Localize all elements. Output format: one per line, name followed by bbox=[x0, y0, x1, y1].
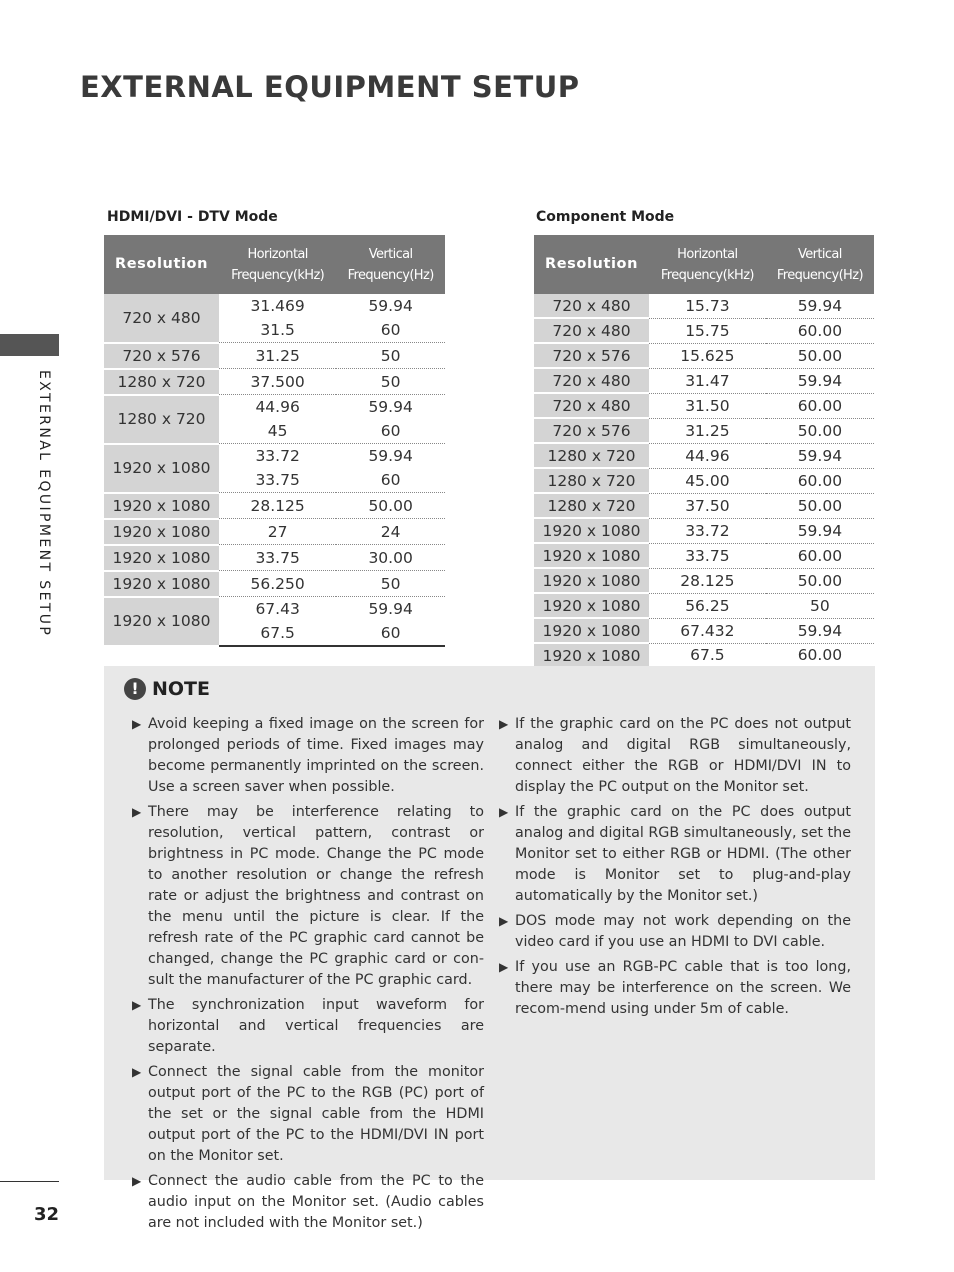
vertical-value: 60 bbox=[380, 422, 401, 440]
vertical-value: 59.94 bbox=[368, 447, 413, 465]
vertical-cell: 59.94 bbox=[766, 294, 874, 318]
table-row bbox=[534, 468, 874, 493]
vertical-cell: 59.94 bbox=[766, 368, 874, 393]
resolution-cell: 720 x 576 bbox=[534, 343, 649, 368]
header-vertical: Vertical Frequency(Hz) bbox=[336, 235, 445, 294]
vertical-value: 50 bbox=[380, 372, 401, 391]
horizontal-cell: 15.75 bbox=[649, 318, 766, 343]
resolution-cell: 1920 x 1080 bbox=[104, 571, 219, 597]
vertical-cell bbox=[336, 597, 445, 647]
horizontal-cell: 28.125 bbox=[649, 568, 766, 593]
vertical-value: 50 bbox=[380, 346, 401, 365]
resolution-cell: 1280 x 720 bbox=[104, 369, 219, 395]
bullet-arrow-icon: ▶ bbox=[499, 805, 509, 819]
horizontal-value: 27 bbox=[267, 522, 288, 541]
resolution-cell: 720 x 480 bbox=[534, 318, 649, 343]
note-box bbox=[104, 666, 875, 1231]
table-row bbox=[534, 418, 874, 443]
vertical-cell: 60.00 bbox=[766, 543, 874, 568]
table-row bbox=[104, 597, 445, 647]
resolution-cell: 1920 x 1080 bbox=[104, 597, 219, 647]
bullet-arrow-icon: ▶ bbox=[132, 1174, 142, 1188]
resolution-cell: 1920 x 1080 bbox=[534, 518, 649, 543]
horizontal-cell: 15.625 bbox=[649, 343, 766, 368]
horizontal-cell: 45.00 bbox=[649, 468, 766, 493]
table-row bbox=[534, 318, 874, 343]
resolution-cell: 1920 x 1080 bbox=[104, 493, 219, 519]
bullet-arrow-icon: ▶ bbox=[499, 717, 509, 731]
horizontal-cell: 31.50 bbox=[649, 393, 766, 418]
resolution-cell: 1920 x 1080 bbox=[104, 545, 219, 571]
horizontal-cell: 31.25 bbox=[649, 418, 766, 443]
horizontal-value: 33.75 bbox=[255, 548, 300, 567]
resolution-cell: 1920 x 1080 bbox=[534, 543, 649, 568]
horizontal-cell bbox=[219, 395, 336, 444]
resolution-cell: 720 x 576 bbox=[104, 343, 219, 369]
vertical-cell: 50.00 bbox=[766, 418, 874, 443]
table-row bbox=[534, 493, 874, 518]
bullet-arrow-icon: ▶ bbox=[132, 717, 142, 731]
dtv-mode-table bbox=[104, 235, 445, 647]
horizontal-cell: 67.432 bbox=[649, 618, 766, 643]
horizontal-value: 67.43 bbox=[255, 600, 300, 618]
note-text: Avoid keeping a fixed image on the screen for prolonged periods of time. Fixed images may become permanently imprinted on the screen. Use a screen saver when possible. bbox=[148, 716, 484, 795]
vertical-cell: 50.00 bbox=[766, 493, 874, 518]
bullet-arrow-icon: ▶ bbox=[132, 998, 142, 1012]
horizontal-cell: 44.96 bbox=[649, 443, 766, 468]
vertical-value: 59.94 bbox=[368, 600, 413, 618]
resolution-cell: 1280 x 720 bbox=[534, 468, 649, 493]
horizontal-cell bbox=[219, 519, 336, 545]
header-resolution: Resolution bbox=[104, 235, 219, 294]
horizontal-value: 67.5 bbox=[260, 624, 295, 642]
table-row bbox=[104, 519, 445, 545]
table-row bbox=[534, 568, 874, 593]
vertical-cell bbox=[336, 571, 445, 597]
table-row bbox=[104, 545, 445, 571]
vertical-cell: 60.00 bbox=[766, 643, 874, 668]
vertical-cell bbox=[336, 343, 445, 369]
vertical-value: 60 bbox=[380, 471, 401, 489]
resolution-cell: 1920 x 1080 bbox=[104, 444, 219, 493]
bullet-arrow-icon: ▶ bbox=[499, 914, 509, 928]
table-row bbox=[104, 493, 445, 519]
note-item bbox=[499, 802, 851, 907]
resolution-cell: 720 x 480 bbox=[534, 393, 649, 418]
page-title: EXTERNAL EQUIPMENT SETUP bbox=[80, 70, 580, 104]
table-row bbox=[104, 571, 445, 597]
vertical-value: 59.94 bbox=[368, 398, 413, 416]
note-text: Connect the signal cable from the monitor output port of the PC to the RGB (PC) port of the set or the signal cable from the HDMI output port of the PC to the HDMI/DVI IN port on the Monitor set. bbox=[148, 1064, 484, 1164]
resolution-cell: 1280 x 720 bbox=[104, 395, 219, 444]
component-mode-table bbox=[534, 235, 874, 669]
component-caption: Component Mode bbox=[536, 209, 675, 225]
horizontal-value: 44.96 bbox=[255, 398, 300, 416]
bullet-arrow-icon: ▶ bbox=[132, 1065, 142, 1079]
vertical-cell: 50.00 bbox=[766, 568, 874, 593]
horizontal-value: 31.25 bbox=[255, 346, 300, 365]
resolution-cell: 1280 x 720 bbox=[534, 493, 649, 518]
vertical-cell bbox=[336, 519, 445, 545]
bullet-arrow-icon: ▶ bbox=[132, 805, 142, 819]
header-vertical: Vertical Frequency(Hz) bbox=[766, 235, 874, 294]
table-row bbox=[534, 343, 874, 368]
dtv-caption: HDMI/DVI - DTV Mode bbox=[107, 209, 278, 225]
note-text: DOS mode may not work depending on the video card if you use an HDMI to DVI cable. bbox=[515, 913, 851, 950]
section-tab bbox=[0, 334, 59, 356]
note-text: If you use an RGB-PC cable that is too long, there may be interference on the screen. We recom-mend using under 5m of cable. bbox=[515, 959, 851, 1017]
note-item bbox=[132, 1171, 484, 1234]
horizontal-cell bbox=[219, 545, 336, 571]
page-number: 32 bbox=[34, 1204, 60, 1225]
header-horizontal: Horizontal Frequency(kHz) bbox=[649, 235, 766, 294]
note-item bbox=[132, 1062, 484, 1167]
note-text: If the graphic card on the PC does not output analog and digital RGB simultaneously, connect either the RGB or HDMI/DVI IN to display the PC output on the Monitor set. bbox=[515, 716, 851, 795]
table-row bbox=[534, 393, 874, 418]
vertical-cell: 59.94 bbox=[766, 443, 874, 468]
vertical-value: 50 bbox=[380, 574, 401, 593]
vertical-cell: 50 bbox=[766, 593, 874, 618]
table-row bbox=[104, 369, 445, 395]
resolution-cell: 1920 x 1080 bbox=[104, 519, 219, 545]
horizontal-value: 56.250 bbox=[250, 574, 305, 593]
table-row bbox=[534, 543, 874, 568]
vertical-value: 60 bbox=[380, 321, 401, 339]
horizontal-cell: 37.50 bbox=[649, 493, 766, 518]
note-item bbox=[499, 957, 851, 1020]
note-item bbox=[132, 802, 484, 991]
horizontal-cell: 67.5 bbox=[649, 643, 766, 668]
vertical-cell: 59.94 bbox=[766, 518, 874, 543]
footer-divider bbox=[0, 1181, 59, 1182]
note-item bbox=[499, 911, 851, 953]
note-text: If the graphic card on the PC does output analog and digital RGB simultaneously, set the Monitor set to either RGB or HDMI. (The other mode is Monitor set to plug-and-play automatically by the Monitor set.) bbox=[515, 804, 851, 904]
horizontal-cell: 56.25 bbox=[649, 593, 766, 618]
horizontal-cell bbox=[219, 369, 336, 395]
horizontal-cell: 15.73 bbox=[649, 294, 766, 318]
horizontal-cell bbox=[219, 571, 336, 597]
horizontal-cell: 33.75 bbox=[649, 543, 766, 568]
vertical-cell: 59.94 bbox=[766, 618, 874, 643]
note-item bbox=[132, 995, 484, 1058]
vertical-value: 60 bbox=[380, 624, 401, 642]
resolution-cell: 1280 x 720 bbox=[534, 443, 649, 468]
vertical-cell: 50.00 bbox=[766, 343, 874, 368]
table-row bbox=[534, 294, 874, 318]
table-row bbox=[534, 443, 874, 468]
note-heading: ! NOTE bbox=[124, 678, 210, 700]
vertical-value: 30.00 bbox=[368, 548, 413, 567]
vertical-cell bbox=[336, 493, 445, 519]
resolution-cell: 720 x 480 bbox=[534, 294, 649, 318]
table-row bbox=[534, 368, 874, 393]
horizontal-cell bbox=[219, 444, 336, 493]
note-text: Connect the audio cable from the PC to the audio input on the Monitor set. (Audio cables are not included with the Monitor set.) bbox=[148, 1173, 484, 1231]
table-row bbox=[534, 593, 874, 618]
table-row bbox=[534, 643, 874, 668]
vertical-cell bbox=[336, 444, 445, 493]
horizontal-value: 37.500 bbox=[250, 372, 305, 391]
vertical-cell bbox=[336, 294, 445, 343]
horizontal-cell bbox=[219, 343, 336, 369]
table-row bbox=[104, 343, 445, 369]
horizontal-value: 31.469 bbox=[250, 297, 305, 315]
note-right-column bbox=[499, 714, 851, 1024]
resolution-cell: 720 x 480 bbox=[534, 368, 649, 393]
table-row bbox=[104, 395, 445, 444]
resolution-cell: 1920 x 1080 bbox=[534, 618, 649, 643]
note-text: The synchronization input waveform for horizontal and vertical frequencies are separate. bbox=[148, 997, 484, 1055]
resolution-cell: 1920 x 1080 bbox=[534, 643, 649, 668]
horizontal-cell bbox=[219, 493, 336, 519]
horizontal-cell: 31.47 bbox=[649, 368, 766, 393]
horizontal-cell bbox=[219, 294, 336, 343]
table-row bbox=[104, 444, 445, 493]
vertical-value: 59.94 bbox=[368, 297, 413, 315]
horizontal-cell: 33.72 bbox=[649, 518, 766, 543]
vertical-cell bbox=[336, 545, 445, 571]
resolution-cell: 1920 x 1080 bbox=[534, 593, 649, 618]
horizontal-value: 45 bbox=[267, 422, 288, 440]
vertical-value: 50.00 bbox=[368, 496, 413, 515]
vertical-value: 24 bbox=[380, 522, 401, 541]
warning-icon: ! bbox=[124, 678, 146, 700]
vertical-cell bbox=[336, 395, 445, 444]
table-row bbox=[534, 518, 874, 543]
vertical-cell: 60.00 bbox=[766, 393, 874, 418]
vertical-cell bbox=[336, 369, 445, 395]
horizontal-value: 31.5 bbox=[260, 321, 295, 339]
horizontal-cell bbox=[219, 597, 336, 647]
vertical-cell: 60.00 bbox=[766, 318, 874, 343]
side-section-label: EXTERNAL EQUIPMENT SETUP bbox=[36, 370, 52, 638]
horizontal-value: 33.75 bbox=[255, 471, 300, 489]
table-row bbox=[534, 618, 874, 643]
bullet-arrow-icon: ▶ bbox=[499, 960, 509, 974]
vertical-cell: 60.00 bbox=[766, 468, 874, 493]
resolution-cell: 1920 x 1080 bbox=[534, 568, 649, 593]
horizontal-value: 28.125 bbox=[250, 496, 305, 515]
table-row bbox=[104, 294, 445, 343]
note-item bbox=[499, 714, 851, 798]
note-item bbox=[132, 714, 484, 798]
note-left-column bbox=[132, 714, 484, 1238]
resolution-cell: 720 x 480 bbox=[104, 294, 219, 343]
header-resolution: Resolution bbox=[534, 235, 649, 294]
header-horizontal: Horizontal Frequency(kHz) bbox=[219, 235, 336, 294]
note-text: There may be interference relating to resolution, vertical pattern, contrast or brightness in PC mode. Change the PC mode to another resolution or change the refresh rate or adjust the brightness and contrast on the menu until the picture is clear. If the refresh rate of the PC graphic card cannot be changed, change the PC graphic card or con-sult the manufacturer of the PC graphic card. bbox=[148, 804, 484, 988]
horizontal-value: 33.72 bbox=[255, 447, 300, 465]
resolution-cell: 720 x 576 bbox=[534, 418, 649, 443]
